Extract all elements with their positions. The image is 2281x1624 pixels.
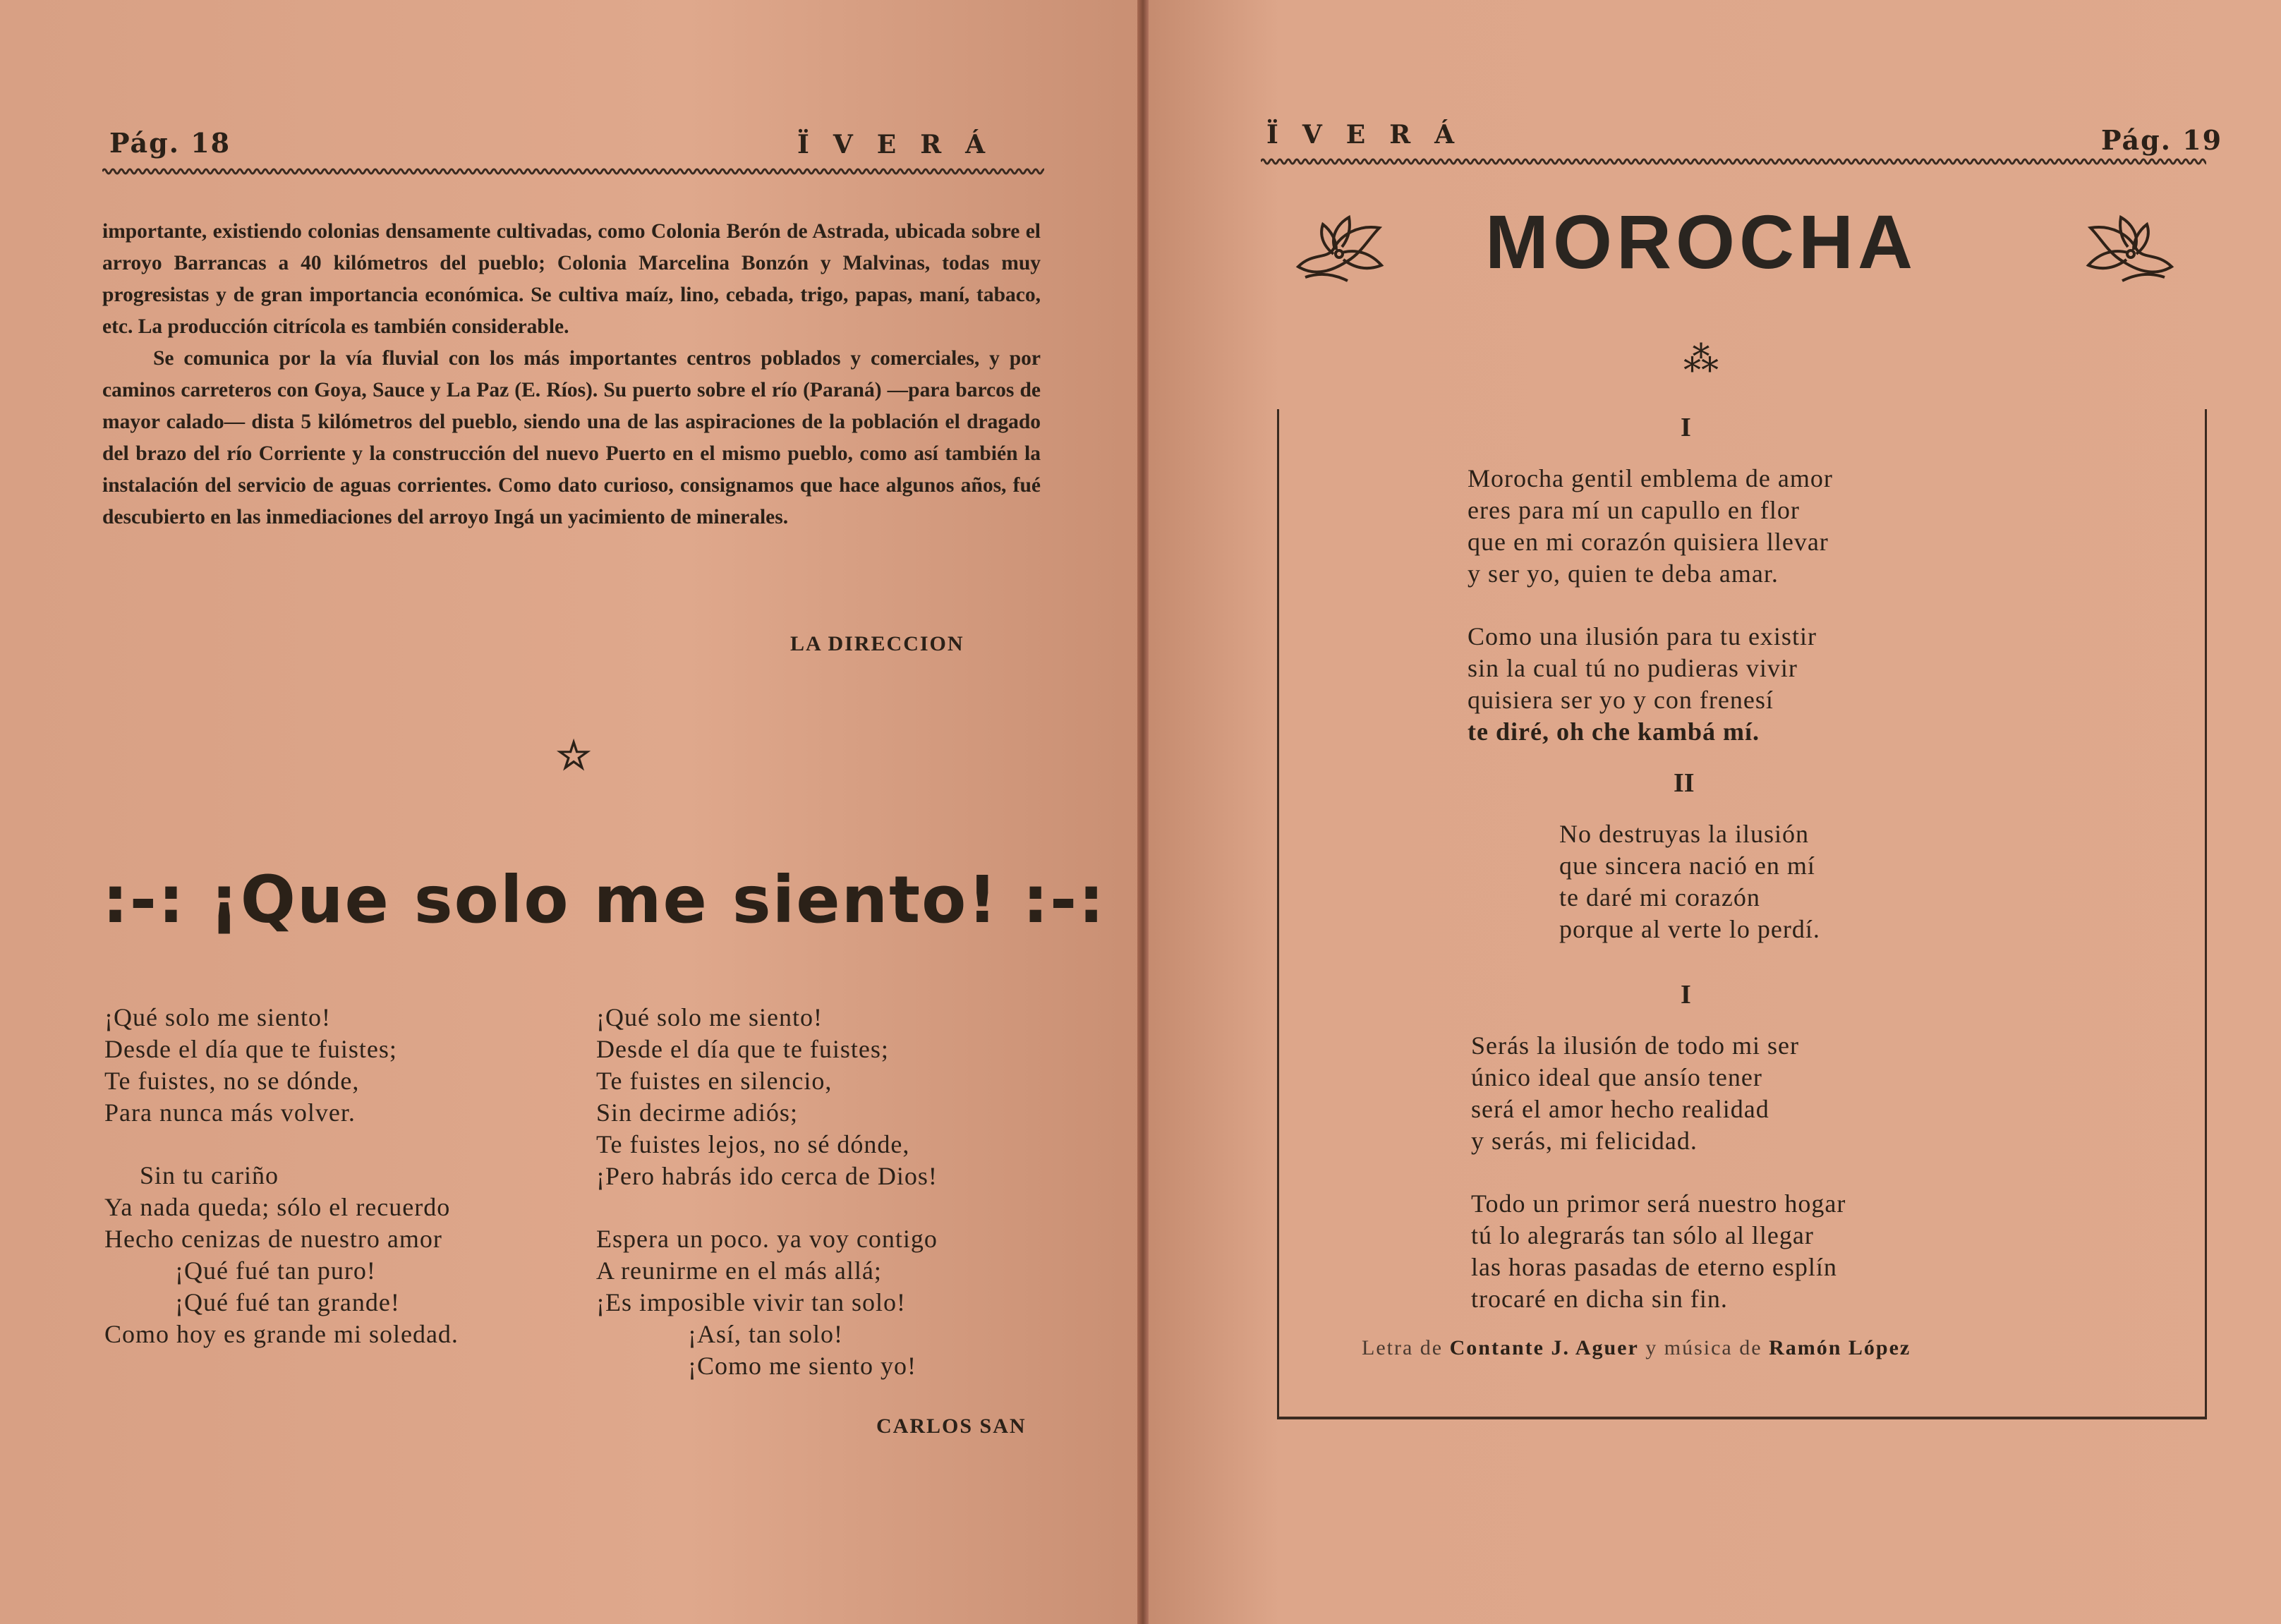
verse-line: Espera un poco. ya voy contigo: [596, 1225, 938, 1253]
verse-line: ¡Como me siento yo!: [596, 1352, 916, 1380]
book-spine: [1137, 0, 1149, 1624]
right-header-rule: [1261, 157, 2206, 166]
verse-line: trocaré en dicha sin fin.: [1471, 1285, 1728, 1313]
verse-line: Para nunca más volver.: [104, 1098, 356, 1127]
section-3-stanza-2: [1471, 1188, 1846, 1315]
verse-line: Como una ilusión para tu existir: [1468, 622, 1817, 650]
verse-line: Te fuistes en silencio,: [596, 1067, 833, 1095]
section-1-stanza-1: [1468, 463, 1833, 590]
credit-mid: y música de: [1645, 1336, 1762, 1359]
verse-line: Desde el día que te fuistes;: [104, 1035, 397, 1063]
verse-line: eres para mí un capullo en flor: [1468, 496, 1800, 524]
verse-line: Todo un primor será nuestro hogar: [1471, 1189, 1846, 1218]
verse-line: ¡Pero habrás ido cerca de Dios!: [596, 1162, 938, 1190]
poem-title: :-: ¡Que solo me siento! :-:: [102, 862, 1106, 938]
left-header-rule: [102, 166, 1044, 176]
star-divider-icon: ☆: [556, 732, 592, 779]
verse-line: ¡Así, tan solo!: [596, 1320, 843, 1348]
article-paragraph-1: importante, existiendo colonias densamente cultivadas, como Colonia Berón de Astrada, ubicada sobre el arroyo Barrancas a 40 kilómetros del pueblo; Colonia Marcelina Bonzón y Malvinas, todas muy progresistas y de gran importancia económica. Se cultiva maíz, lino, cebada, trigo, papas, maní, tabaco, etc. La producción citrícola es también considerable.: [102, 220, 1041, 338]
verse-line: Desde el día que te fuistes;: [596, 1035, 889, 1063]
verse-line: quisiera ser yo y con frenesí: [1468, 686, 1774, 714]
section-2-stanza: [1559, 818, 1820, 945]
verse-line: Hecho cenizas de nuestro amor: [104, 1225, 442, 1253]
right-magazine-name: ÏVERÁ: [1266, 120, 1479, 150]
lily-ornament-icon: [1291, 210, 1390, 291]
verse-line: ¡Es imposible vivir tan solo!: [596, 1288, 906, 1316]
credit-prefix: Letra de: [1362, 1336, 1444, 1359]
article-text: [102, 216, 1041, 533]
verse-line: ¡Qué fué tan grande!: [104, 1288, 400, 1316]
verse-line: y ser yo, quien te deba amar.: [1468, 559, 1779, 588]
verse-line: y serás, mi felicidad.: [1471, 1127, 1698, 1155]
verse-line: será el amor hecho realidad: [1471, 1095, 1769, 1123]
section-1-stanza-2-last: te diré, oh che kambá mí.: [1468, 717, 1760, 746]
poem-column-2: [596, 1002, 938, 1382]
verse-line: que en mi corazón quisiera llevar: [1468, 528, 1829, 556]
poem-col2-stanza-1: [596, 1002, 938, 1192]
lily-ornament-icon: [2080, 210, 2179, 291]
verse-line: ¡Qué solo me siento!: [104, 1003, 331, 1031]
section-3-lyrics: [1471, 1030, 1846, 1315]
verse-line: Sin tu cariño: [104, 1161, 279, 1189]
section-1-label: I: [1681, 413, 1691, 442]
section-2-lyrics: [1559, 818, 1820, 945]
credit-lyricist: Contante J. Aguer: [1449, 1336, 1639, 1359]
verse-line: No destruyas la ilusión: [1559, 820, 1809, 848]
section-3-label: I: [1681, 980, 1691, 1010]
left-page-number: Pág. 18: [109, 127, 231, 159]
section-3-stanza-1: [1471, 1030, 1846, 1157]
verse-line: te daré mi corazón: [1559, 883, 1760, 911]
verse-line: Ya nada queda; sólo el recuerdo: [104, 1193, 451, 1221]
verse-line: Morocha gentil emblema de amor: [1468, 464, 1833, 492]
asterism: ⁂: [1683, 339, 1719, 380]
verse-line: porque al verte lo perdí.: [1559, 915, 1820, 943]
song-title: MOROCHA: [1485, 199, 1917, 284]
section-1-lyrics: [1468, 463, 1833, 748]
article-paragraph-2: Se comunica por la vía fluvial con los más importantes centros poblados y comerciales, y por caminos carreteros con Goya, Sauce y La Paz (E. Ríos). Su puerto sobre el río (Paraná) —para barcos de mayor calado— dista 5 kilómetros del pueblo, siendo una de las aspiraciones de la población el dragado del brazo del río Corriente y la construcción del nuevo Puerto en el mismo pueblo, como así también la instalación del servicio de aguas corrientes. Como dato curioso, consignamos que hace algunos años, fué descubierto en las inmediaciones del arroyo Ingá un yacimiento de minerales.: [102, 347, 1041, 528]
poem-col1-stanza-1: [104, 1002, 459, 1129]
song-credit: [1362, 1336, 1911, 1360]
verse-line: ¡Qué fué tan puro!: [104, 1256, 376, 1285]
verse-line: Sin decirme adiós;: [596, 1098, 798, 1127]
verse-line: Serás la ilusión de todo mi ser: [1471, 1031, 1799, 1060]
verse-line: que sincera nació en mí: [1559, 852, 1815, 880]
article-signature: LA DIRECCION: [790, 632, 964, 655]
verse-line: Te fuistes lejos, no sé dónde,: [596, 1130, 910, 1158]
section-2-label: II: [1674, 768, 1695, 798]
poem-col2-stanza-2: [596, 1223, 938, 1382]
right-page-number: Pág. 19: [2101, 124, 2223, 156]
poem-col1-stanza-2: [104, 1160, 459, 1350]
verse-line: tú lo alegrarás tan sólo al llegar: [1471, 1221, 1814, 1249]
verse-line: las horas pasadas de eterno esplín: [1471, 1253, 1837, 1281]
verse-line: ¡Qué solo me siento!: [596, 1003, 823, 1031]
credit-composer: Ramón López: [1769, 1336, 1911, 1359]
verse-line: sin la cual tú no pudieras vivir: [1468, 654, 1798, 682]
section-1-stanza-2: [1468, 621, 1833, 716]
poem-signature: CARLOS SAN: [876, 1414, 1027, 1438]
poem-column-1: [104, 1002, 459, 1350]
left-magazine-name: ÏVERÁ: [797, 130, 1010, 159]
verse-line: A reunirme en el más allá;: [596, 1256, 882, 1285]
verse-line: único ideal que ansío tener: [1471, 1063, 1762, 1091]
verse-line: Te fuistes, no se dónde,: [104, 1067, 360, 1095]
verse-line: Como hoy es grande mi soledad.: [104, 1320, 459, 1348]
